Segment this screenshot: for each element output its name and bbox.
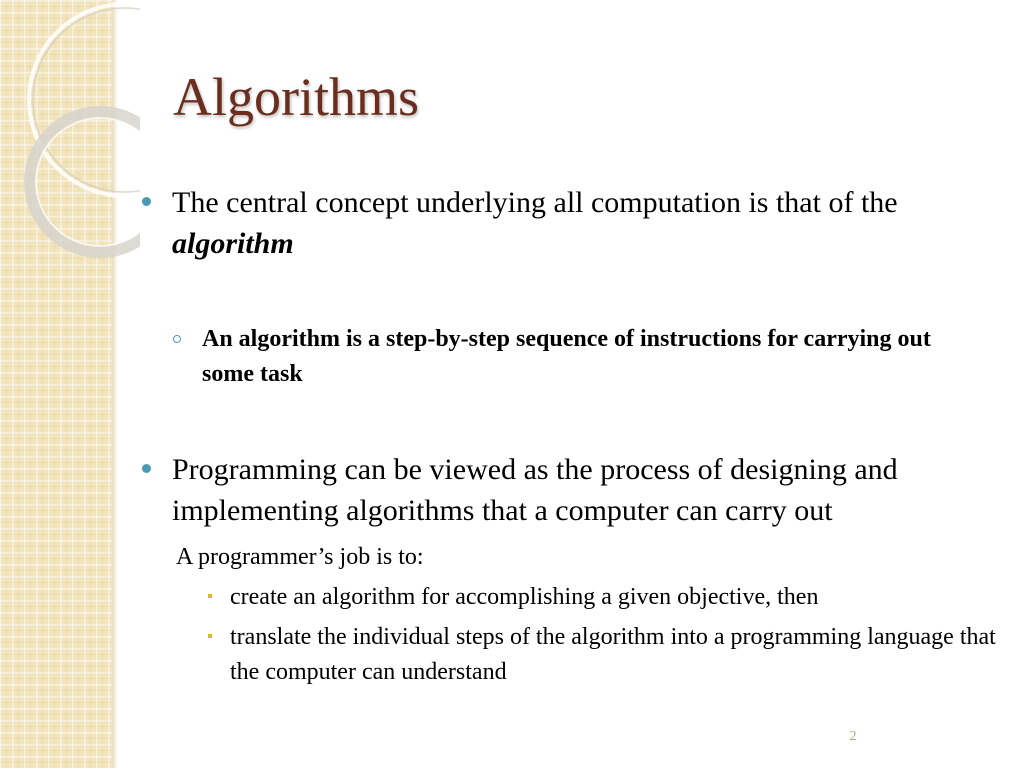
bullet-1-emphasis: algorithm [172,227,294,260]
decorative-circles [0,0,140,260]
sub-bullet-ring-icon [173,335,181,343]
sub-bullet-1-text: An algorithm is a step-by-step sequence of instructions for carrying out some task [202,326,931,387]
bullet-dot-icon [142,464,151,473]
square-bullet-icon [208,634,212,638]
bullet-dot-icon [142,197,151,206]
sub-item-2-text: translate the individual steps of the algorithm into a programming language that the computer can understand [230,624,996,685]
page-number: 2 [849,729,857,744]
programmer-job-line: A programmer’s job is to: [176,544,424,570]
sub-item-1-text: create an algorithm for accomplishing a given objective, then [230,584,819,610]
square-bullet-icon [208,594,212,598]
bullet-1-text [172,182,992,264]
bullet-2-text: Programming can be viewed as the process of designing and implementing algorithms that a computer can carry out [172,453,898,527]
slide-title: Algorithms [173,67,420,127]
bullet-1-plain: The central concept underlying all computation is that of the [172,186,898,219]
